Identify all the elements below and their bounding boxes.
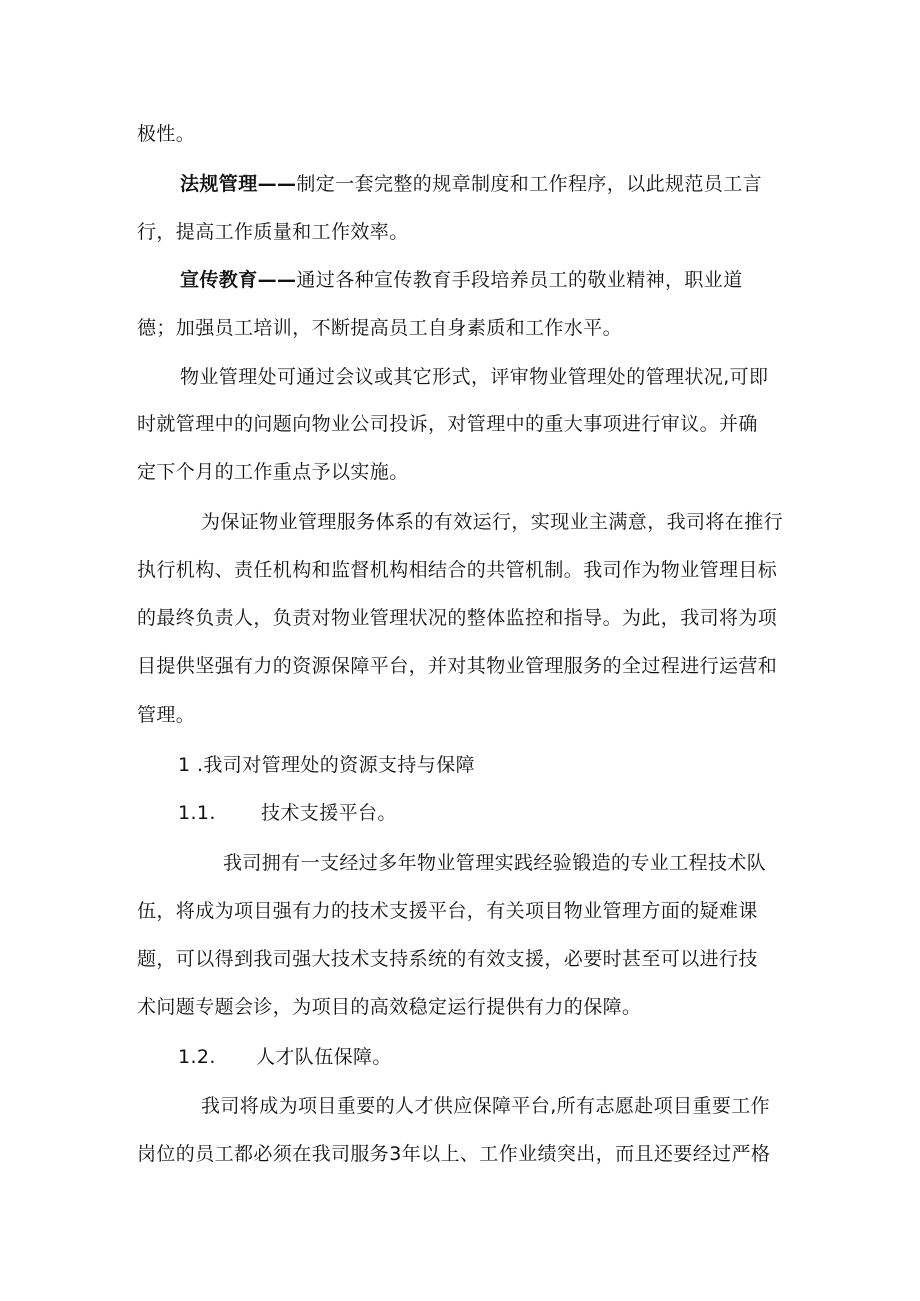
paragraph-line: 我司将成为项目重要的人才供应保障平台,所有志愿赴项目重要工作 bbox=[201, 1095, 771, 1117]
paragraph-line: 物业管理处可通过会议或其它形式，评审物业管理处的管理状况,可即 bbox=[180, 366, 769, 388]
subsection-heading bbox=[178, 801, 397, 825]
paragraph-line bbox=[180, 172, 762, 196]
paragraph-line: 术问题专题会诊，为项目的高效稳定运行提供有力的保障。 bbox=[137, 996, 642, 1018]
heading-text: .我司对管理处的资源支持与保障 bbox=[196, 754, 475, 776]
bold-term: 法规管理—— bbox=[180, 173, 297, 195]
paragraph-line: 我司拥有一支经过多年物业管理实践经验锻造的专业工程技术队 bbox=[223, 852, 767, 874]
bold-term: 宣传教育—— bbox=[180, 269, 297, 291]
paragraph-line: 管理。 bbox=[137, 704, 196, 726]
paragraph-line: 执行机构、责任机构和监督机构相结合的共管机制。我司作为物业管理目标 bbox=[137, 559, 778, 581]
paragraph-line: 岗位的员工都必须在我司服务3年以上、工作业绩突出，而且还要经过严格 bbox=[137, 1143, 771, 1165]
heading-text: 技术支援平台。 bbox=[261, 802, 397, 824]
heading-text: 人才队伍保障。 bbox=[256, 1046, 392, 1068]
paragraph-line: 极性。 bbox=[137, 123, 196, 145]
paragraph-text: 制定一套完整的规章制度和工作程序，以此规范员工言 bbox=[296, 173, 763, 195]
section-heading bbox=[178, 753, 475, 777]
paragraph-line: 目提供坚强有力的资源保障平台，并对其物业管理服务的全过程进行运营和 bbox=[137, 655, 778, 677]
subsection-heading bbox=[178, 1045, 392, 1069]
paragraph-line: 伍，将成为项目强有力的技术支援平台，有关项目物业管理方面的疑难课 bbox=[137, 900, 758, 922]
paragraph-line: 时就管理中的问题向物业公司投诉，对管理中的重大事项进行审议。并确 bbox=[137, 413, 758, 435]
heading-number: 1.2. bbox=[178, 1046, 216, 1068]
paragraph-line: 德；加强员工培训，不断提高员工自身素质和工作水平。 bbox=[137, 317, 623, 339]
heading-number: 1 bbox=[178, 754, 191, 776]
paragraph-line bbox=[180, 268, 743, 292]
paragraph-line: 的最终负责人，负责对物业管理状况的整体监控和指导。为此，我司将为项 bbox=[137, 607, 778, 629]
heading-number: 1.1. bbox=[178, 802, 216, 824]
paragraph-text: 通过各种宣传教育手段培养员工的敬业精神，职业道 bbox=[296, 269, 743, 291]
paragraph-line: 为保证物业管理服务体系的有效运行，实现业主满意，我司将在推行 bbox=[201, 511, 784, 533]
paragraph-line: 题，可以得到我司强大技术支持系统的有效支援，必要时甚至可以进行技 bbox=[137, 948, 758, 970]
paragraph-line: 定下个月的工作重点予以实施。 bbox=[137, 461, 409, 483]
paragraph-line: 行，提高工作质量和工作效率。 bbox=[137, 221, 409, 243]
